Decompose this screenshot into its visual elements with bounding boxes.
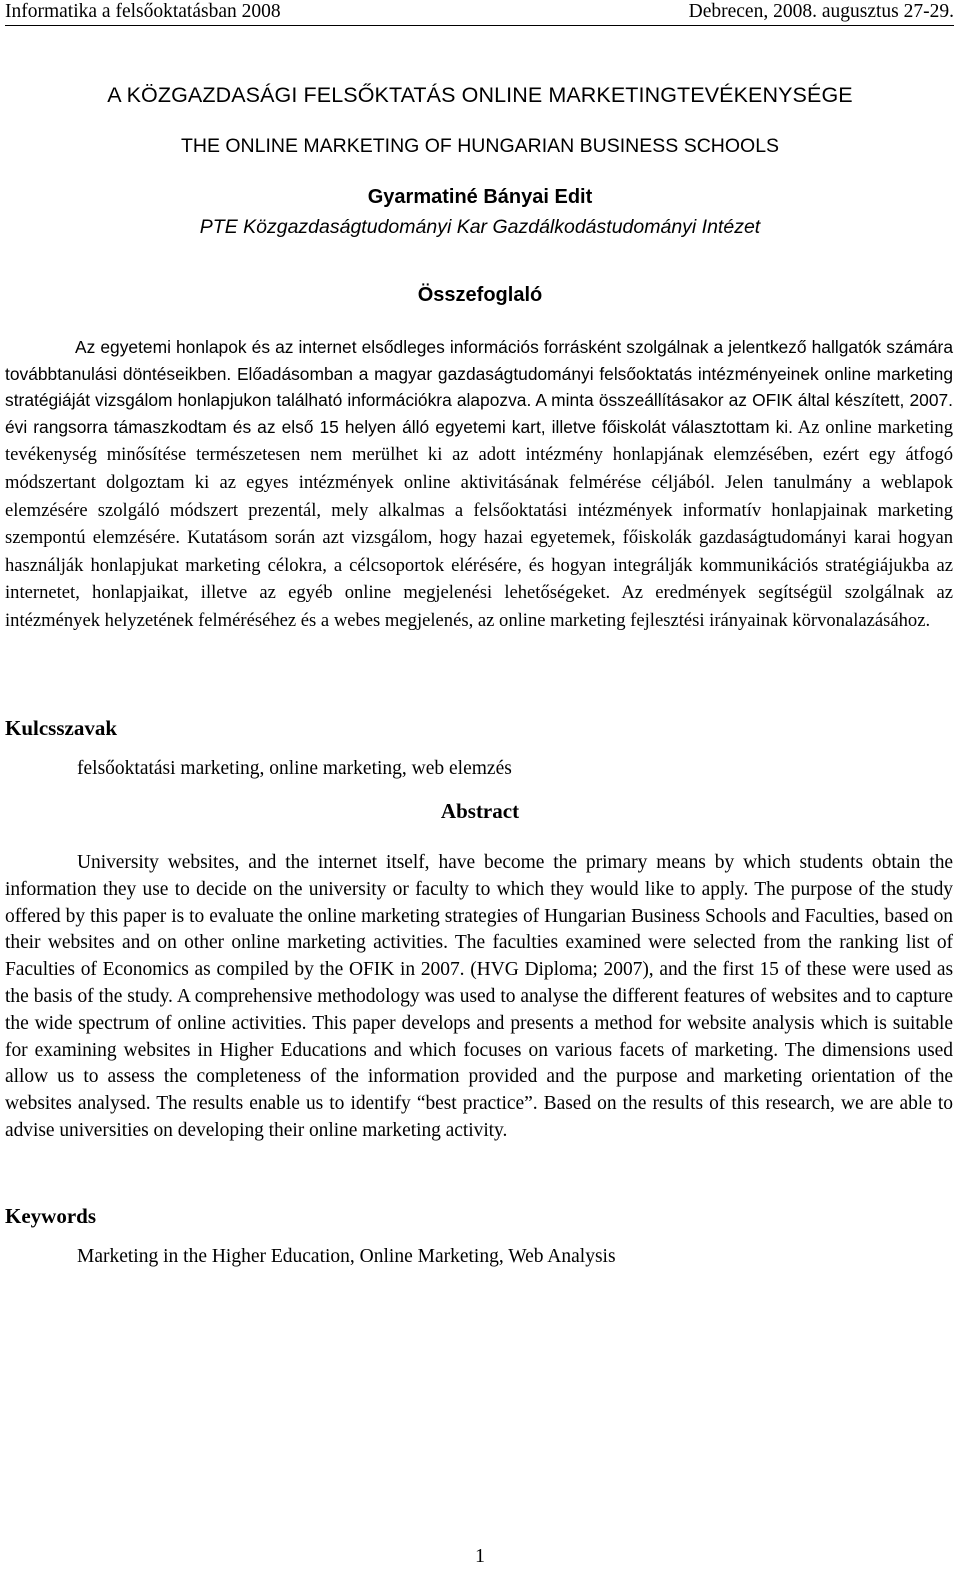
- paper-subtitle: THE ONLINE MARKETING OF HUNGARIAN BUSINESS SCHOOLS: [180, 135, 780, 157]
- keywords-en-text: Marketing in the Higher Education, Online Marketing, Web Analysis: [77, 1246, 616, 1267]
- summary-text-part-2: Az online marketing tevékenység minősítése természetesen nem merülhet ki az adott intézmény honlapjának elemzésében, ezért egy átfogó módszertant dolgoztam ki az egyes intézmények online aktivitásának felmérése céljából. Jelen tanulmány a weblapok elemzésére szolgáló módszert prezentál, mely alkalmas a felsőoktatási intézmények informatív honlapjainak marketing szempontú elemzésére. Kutatásom során azt vizsgálom, hogy hazai egyetemek, főiskolák gazdaságtudományi karai hogyan használják honlapjukat marketing célokra, a célcsoportok elérésére, és hogyan integrálják kommunikációs stratégiájukba az internetet, honlapjaikat, illetve az egyéb online megjelenési lehetőségeket. Az eredmények segítségül szolgálnak az intézmények helyzetének felméréséhez és a webes megjelenés, az online marketing fejlesztési irányainak körvonalazásához.: [5, 416, 953, 631]
- keywords-hu-heading: Kulcsszavak: [5, 716, 118, 740]
- summary-text: [5, 334, 953, 635]
- author-name: Gyarmatiné Bányai Edit: [367, 186, 593, 208]
- header-conference: Informatika a felsőoktatásban 2008: [5, 1, 281, 22]
- summary-text-part-1: Az egyetemi honlapok és az internet elsődleges információs forrásként szolgálnak a jelentkező hallgatók számára továbbtanulási döntéseikben. Előadásomban a magyar gazdaságtudományi felsőoktatás intézményeinek online marketing stratégiáját vizsgálom honlapjukon található információkra alapozva. A minta összeállításakor az OFIK által készített, 2007. évi rangsorra támaszkodtam és az első 15 helyen álló egyetemi kart, illetve főiskolát választottam ki.: [5, 337, 953, 437]
- abstract-heading: Abstract: [440, 799, 520, 823]
- abstract-text: University websites, and the internet itself, have become the primary means by which students obtain the information they use to decide on the university or faculty to which they would like to apply. The purpose of the study offered by this paper is to evaluate the online marketing strategies of Hungarian Business Schools and Faculties, based on their websites and on other online marketing activities. The faculties examined were selected from the ranking list of Faculties of Economics as compiled by the OFIK in 2007. (HVG Diploma; 2007), and the first 15 of these were used as the basis of the study. A comprehensive methodology was used to analyse the different features of websites and to capture the wide spectrum of online activities. This paper develops and presents a method for website analysis which is suitable for examining websites in Higher Educations and which focuses on various facets of marketing. The dimensions used allow us to assess the completeness of the information provided and the purpose and marketing orientation of the websites analysed. The results enable us to identify “best practice”. Based on the results of this research, we are able to advise universities on developing their online marketing activity.: [5, 852, 953, 1141]
- summary-heading: Összefoglaló: [417, 284, 543, 306]
- keywords-hu-text: felsőoktatási marketing, online marketing, web elemzés: [77, 758, 512, 779]
- keywords-en-heading: Keywords: [5, 1204, 96, 1228]
- page-number: 1: [475, 1545, 485, 1567]
- author-affiliation: PTE Közgazdaságtudományi Kar Gazdálkodástudományi Intézet: [199, 216, 761, 238]
- running-header: [5, 0, 954, 26]
- header-location-date: Debrecen, 2008. augusztus 27-29.: [688, 1, 954, 22]
- paper-title: A KÖZGAZDASÁGI FELSŐKTATÁS ONLINE MARKETINGTEVÉKENYSÉGE: [107, 83, 853, 107]
